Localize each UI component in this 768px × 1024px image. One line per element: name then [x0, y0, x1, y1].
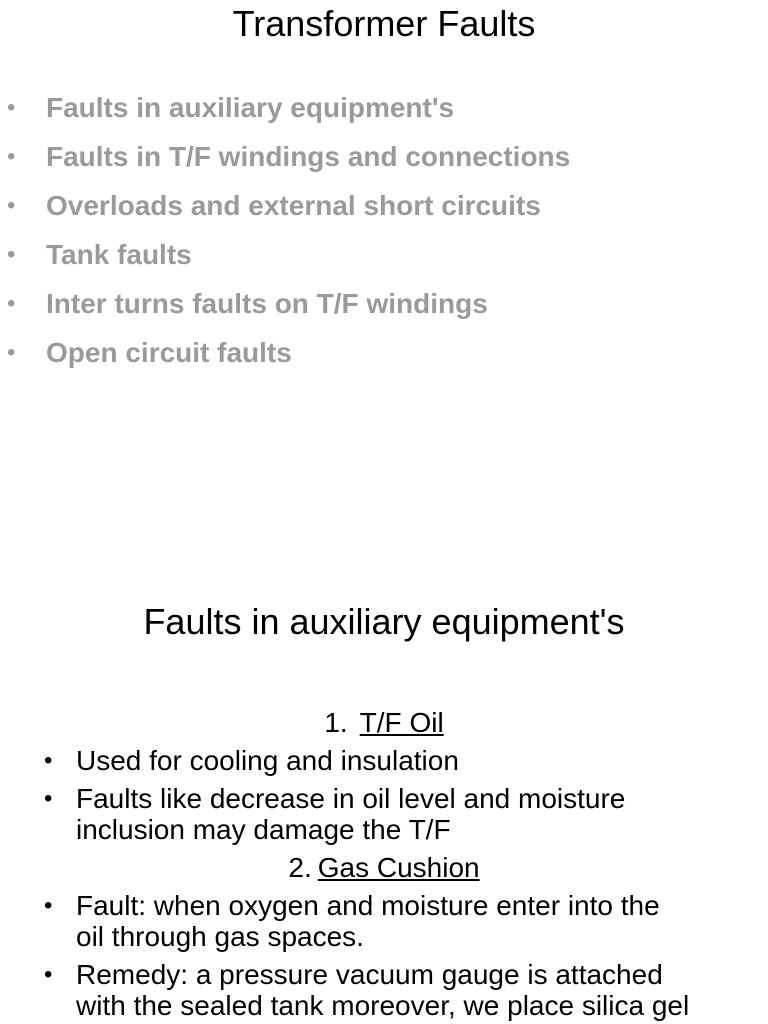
list-item-text: Faults in auxiliary equipment's: [46, 92, 455, 123]
slide-title: Faults in auxiliary equipment's: [143, 601, 625, 642]
fault-type-list: [0, 88, 768, 382]
bullet-item: [0, 959, 768, 1021]
section-heading-text: Gas Cushion: [317, 852, 480, 883]
list-item: [0, 235, 768, 284]
slide-auxiliary-faults: [0, 575, 768, 1024]
list-item-text: Inter turns faults on T/F windings: [46, 288, 488, 319]
slide-title: Transformer Faults: [232, 3, 536, 44]
bullet-text: Faults like decrease in oil level and moisture: [76, 783, 626, 814]
bullet-icon: •: [7, 192, 16, 219]
bullet-text: Fault: when oxygen and moisture enter into the: [76, 890, 660, 921]
bullet-text: Used for cooling and insulation: [76, 745, 459, 776]
list-item-text: Faults in T/F windings and connections: [46, 141, 571, 172]
bullet-text: Remedy: a pressure vacuum gauge is attached: [76, 959, 663, 990]
bullet-text: inclusion may damage the T/F: [76, 814, 451, 845]
bullet-icon: •: [44, 747, 53, 774]
bullet-item: [0, 890, 768, 952]
bullet-text: with the sealed tank moreover, we place silica gel: [76, 990, 690, 1021]
bullet-icon: •: [7, 290, 16, 317]
bullet-icon: •: [7, 143, 16, 170]
section-number: 2.: [288, 852, 312, 883]
list-item: [0, 88, 768, 137]
slide-transformer-faults: [0, 0, 768, 400]
section-heading-gas-cushion: [0, 852, 768, 890]
section-heading-text: T/F Oil: [359, 707, 444, 738]
list-item: [0, 186, 768, 235]
bullet-icon: •: [7, 94, 16, 121]
section-number: 1.: [324, 707, 348, 738]
bullet-icon: •: [44, 892, 53, 919]
bullet-text: oil through gas spaces.: [76, 921, 364, 952]
list-item: [0, 333, 768, 382]
bullet-icon: •: [44, 785, 53, 812]
list-item-text: Tank faults: [46, 239, 192, 270]
bullet-item: [0, 745, 768, 776]
list-item: [0, 137, 768, 186]
bullet-icon: •: [7, 339, 16, 366]
slide-body: [0, 707, 768, 1024]
bullet-icon: •: [7, 241, 16, 268]
list-item: [0, 284, 768, 333]
bullet-item: [0, 783, 768, 845]
bullet-icon: •: [44, 961, 53, 988]
section-heading-tf-oil: [0, 707, 768, 745]
list-item-text: Open circuit faults: [46, 337, 292, 368]
list-item-text: Overloads and external short circuits: [46, 190, 541, 221]
